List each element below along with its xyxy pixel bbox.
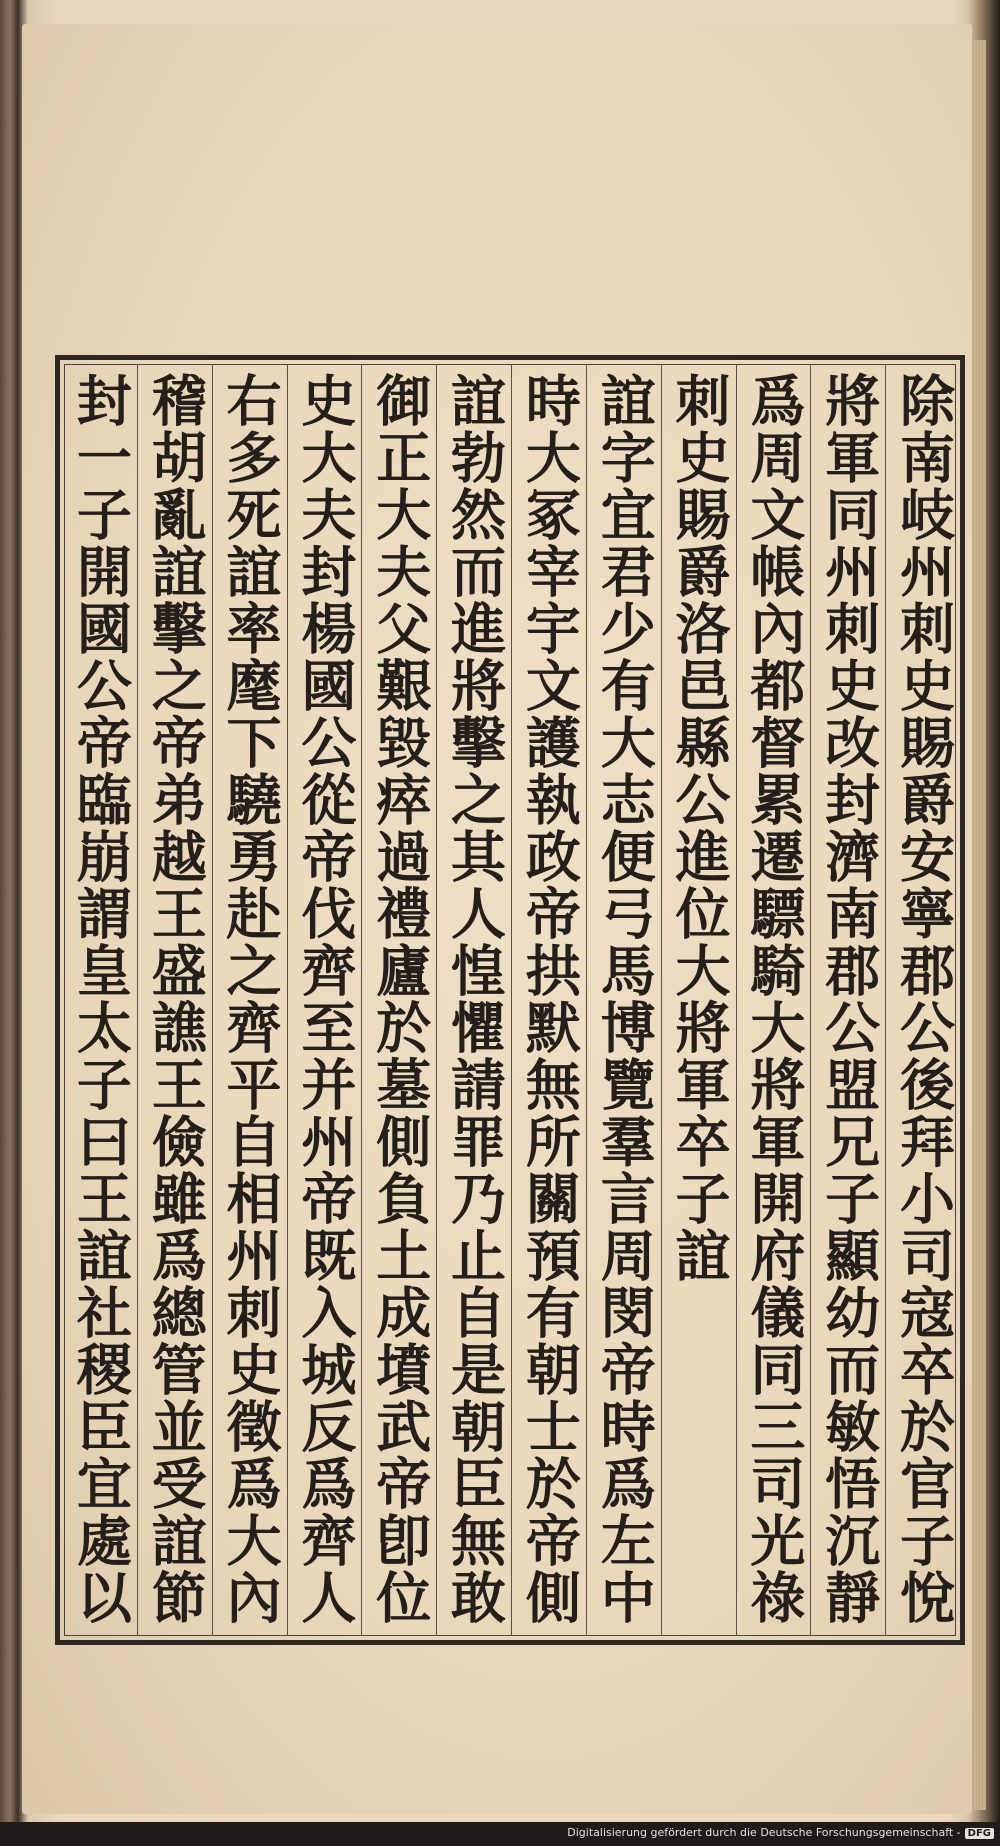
text-column-2: 將軍同州刺史改封濟南郡公盟兄子顯幼而敏悟沉靜 xyxy=(810,364,885,1636)
text-column-5: 誼字宜君少有大志便弓馬博覽羣言周閔帝時爲左中 xyxy=(586,364,661,1636)
text-column-1: 除南岐州刺史賜爵安寧郡公後拜小司寇卒於官子悅 xyxy=(885,364,960,1636)
digitization-credit xyxy=(567,1826,994,1839)
text-column-7: 誼勃然而進將擊之其人惶懼請罪乃止自是朝臣無敢 xyxy=(436,364,511,1636)
text-column-4: 刺史賜爵洛邑縣公進位大將軍卒子誼 xyxy=(661,364,736,1636)
credit-text: Digitalisierung gefördert durch die Deutsche Forschungsgemeinschaft - xyxy=(567,1826,961,1839)
text-column-10: 右多死誼率麾下驍勇赴之齊平自相州刺史徵爲大內 xyxy=(212,364,287,1636)
text-column-9: 史大夫封楊國公從帝伐齊至并州帝既入城反爲齊人 xyxy=(287,364,362,1636)
text-column-8: 御正大夫父艱毀瘁過禮廬於墓側負土成墳武帝卽位 xyxy=(361,364,436,1636)
text-column-6: 時大冢宰宇文護執政帝拱默無所關預有朝士於帝側 xyxy=(511,364,586,1636)
text-column-12: 封一子開國公帝臨崩謂皇太子曰王誼社稷臣宜處以 xyxy=(67,372,133,1626)
dfg-logo: DFG xyxy=(965,1828,994,1839)
text-column-11: 稽胡亂誼擊之帝弟越王盛譙王儉雖爲總管並受誼節 xyxy=(137,364,212,1636)
text-columns xyxy=(62,364,960,1636)
text-column-3: 爲周文帳內都督累遷驃騎大將軍開府儀同三司光祿 xyxy=(736,364,811,1636)
